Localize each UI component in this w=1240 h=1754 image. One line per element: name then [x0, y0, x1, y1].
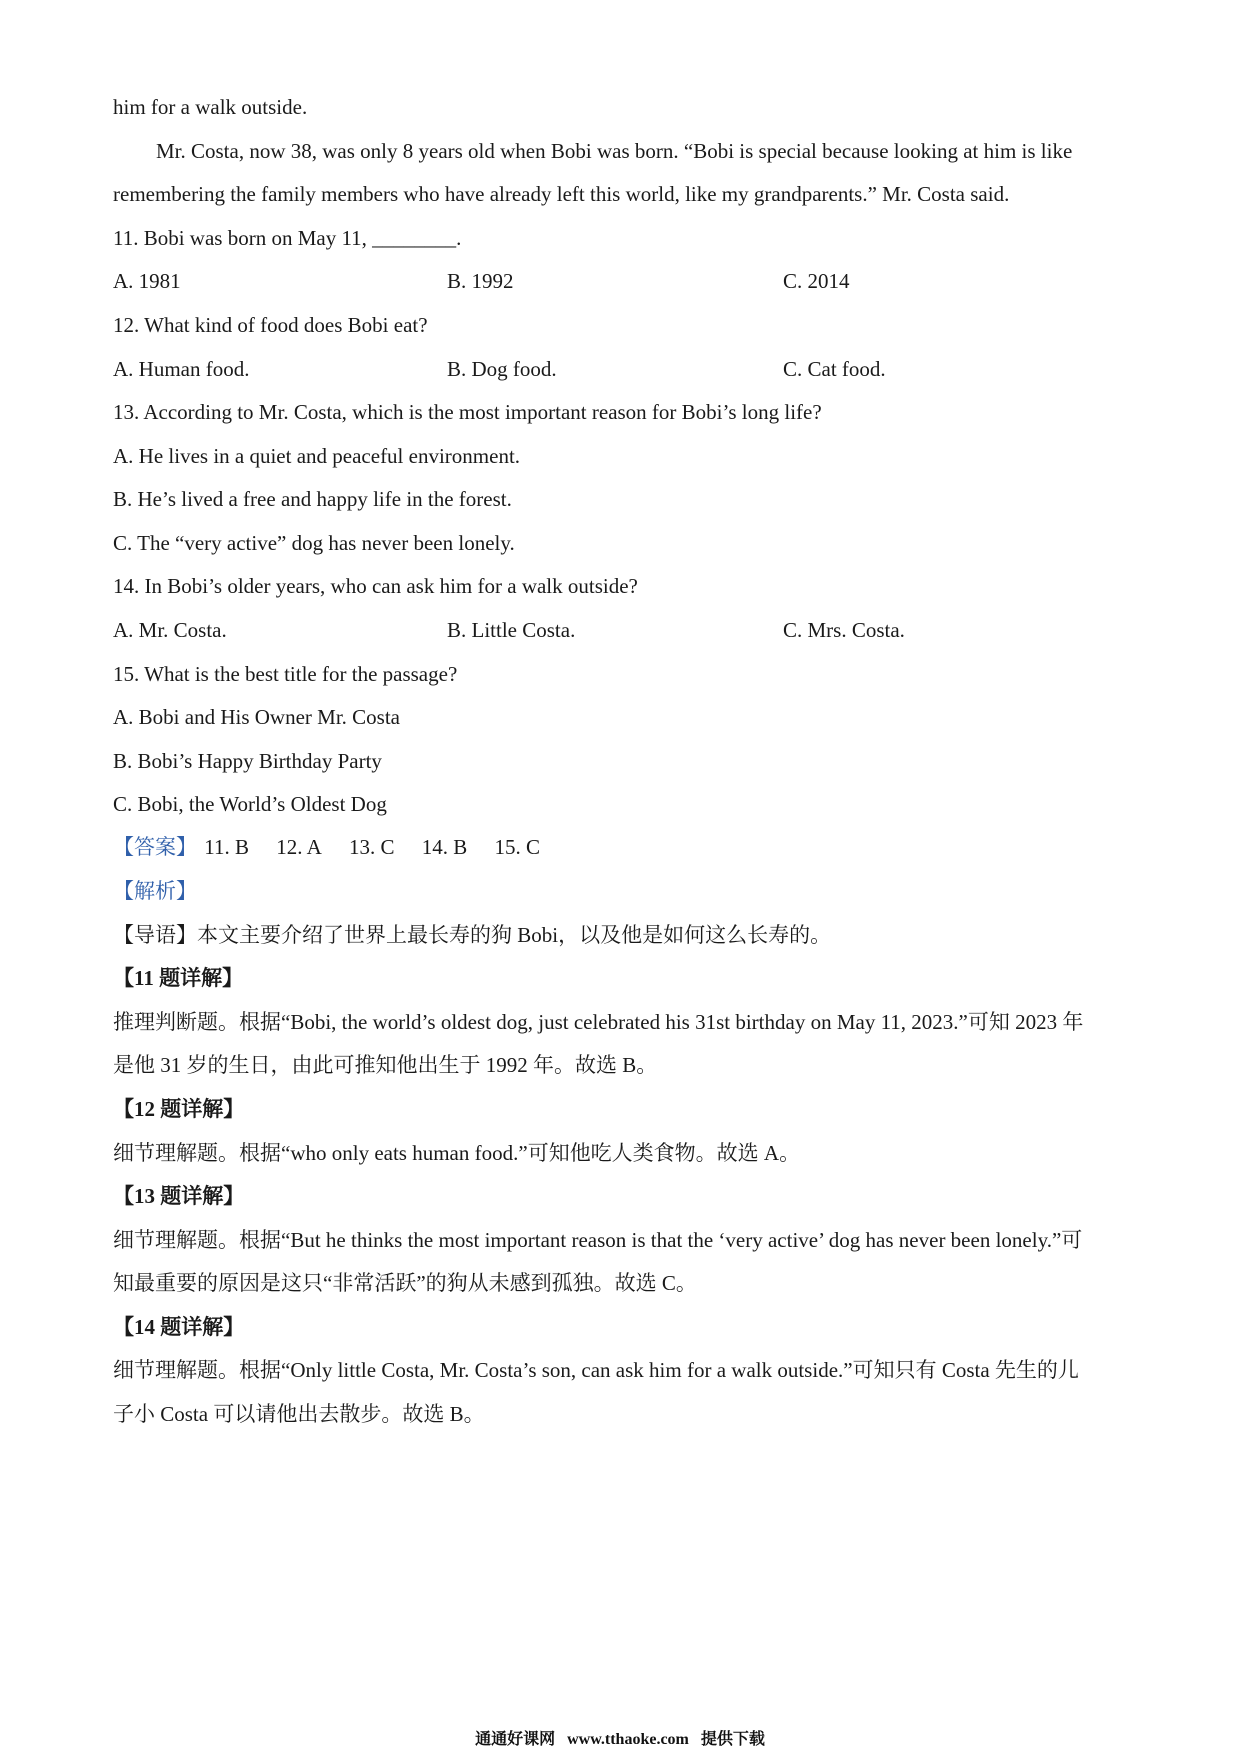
detail-text: 细节理解题。根据“But he thinks the most important reason is that the ‘very active’ dog has never been lonely.”可 — [113, 1228, 1083, 1252]
detail-text: 是他 31 岁的生日，由此可推知他出生于 1992 年。故选 B。 — [113, 1053, 658, 1077]
detail-text: 推理判断题。根据“Bobi, the world’s oldest dog, just celebrated his 31st birthday on May 11, 2023.”可知 2023 年 — [113, 1010, 1084, 1034]
footer-url[interactable]: www.tthaoke.com — [567, 1731, 689, 1748]
detail-heading: 【11 题详解】 — [113, 966, 244, 990]
answer-item: 15. C — [494, 835, 541, 859]
option-a: A. Human food. — [113, 357, 250, 381]
option-a: A. Mr. Costa. — [113, 618, 227, 642]
detail-text: 子小 Costa 可以请他出去散步。故选 B。 — [113, 1402, 485, 1426]
passage-line: him for a walk outside. — [113, 95, 308, 119]
option-a: A. Bobi and His Owner Mr. Costa — [113, 705, 400, 729]
detail-text: 知最重要的原因是这只“非常活跃”的狗从未感到孤独。故选 C。 — [113, 1271, 697, 1295]
option-b: B. Dog food. — [447, 357, 557, 381]
answer-key — [113, 834, 562, 860]
question-stem: 13. According to Mr. Costa, which is the most important reason for Bobi’s long life? — [113, 400, 822, 424]
option-c: C. 2014 — [783, 269, 850, 293]
footer-site-name: 通通好课网 — [475, 1731, 556, 1748]
passage-line: remembering the family members who have already left this world, like my grandparents.” Mr. Costa said. — [113, 182, 1010, 206]
option-b: B. He’s lived a free and happy life in the forest. — [113, 487, 512, 511]
detail-heading: 【12 题详解】 — [113, 1097, 245, 1121]
analysis-intro: 【导语】本文主要介绍了世界上最长寿的狗 Bobi，以及他是如何这么长寿的。 — [113, 923, 832, 947]
answer-item: 11. B — [204, 835, 249, 859]
detail-text: 细节理解题。根据“who only eats human food.”可知他吃人类食物。故选 A。 — [113, 1141, 801, 1165]
option-c: C. Cat food. — [783, 357, 886, 381]
analysis-label: 【解析】 — [113, 879, 197, 903]
question-stem: 11. Bobi was born on May 11, ________. — [113, 226, 462, 250]
question-stem: 15. What is the best title for the passage? — [113, 662, 458, 686]
option-b: B. Little Costa. — [447, 618, 576, 642]
passage-line: Mr. Costa, now 38, was only 8 years old when Bobi was born. “Bobi is special because looking at him is like — [156, 139, 1073, 163]
option-b: B. Bobi’s Happy Birthday Party — [113, 749, 382, 773]
page-footer — [0, 1730, 1240, 1750]
option-c: C. Mrs. Costa. — [783, 618, 905, 642]
answer-item: 12. A — [276, 835, 322, 859]
footer-suffix: 提供下载 — [700, 1731, 765, 1748]
question-stem: 14. In Bobi’s older years, who can ask him for a walk outside? — [113, 574, 638, 598]
option-c: C. The “very active” dog has never been lonely. — [113, 531, 515, 555]
option-b: B. 1992 — [447, 269, 514, 293]
answer-item: 13. C — [349, 835, 395, 859]
option-a: A. He lives in a quiet and peaceful environment. — [113, 444, 521, 468]
detail-heading: 【14 题详解】 — [113, 1315, 245, 1339]
answer-label: 【答案】 — [113, 835, 197, 859]
question-stem: 12. What kind of food does Bobi eat? — [113, 313, 428, 337]
detail-heading: 【13 题详解】 — [113, 1184, 245, 1208]
option-a: A. 1981 — [113, 269, 181, 293]
option-c: C. Bobi, the World’s Oldest Dog — [113, 792, 387, 816]
detail-text: 细节理解题。根据“Only little Costa, Mr. Costa’s son, can ask him for a walk outside.”可知只有 Costa 先生的儿 — [113, 1358, 1079, 1382]
answer-item: 14. B — [421, 835, 468, 859]
